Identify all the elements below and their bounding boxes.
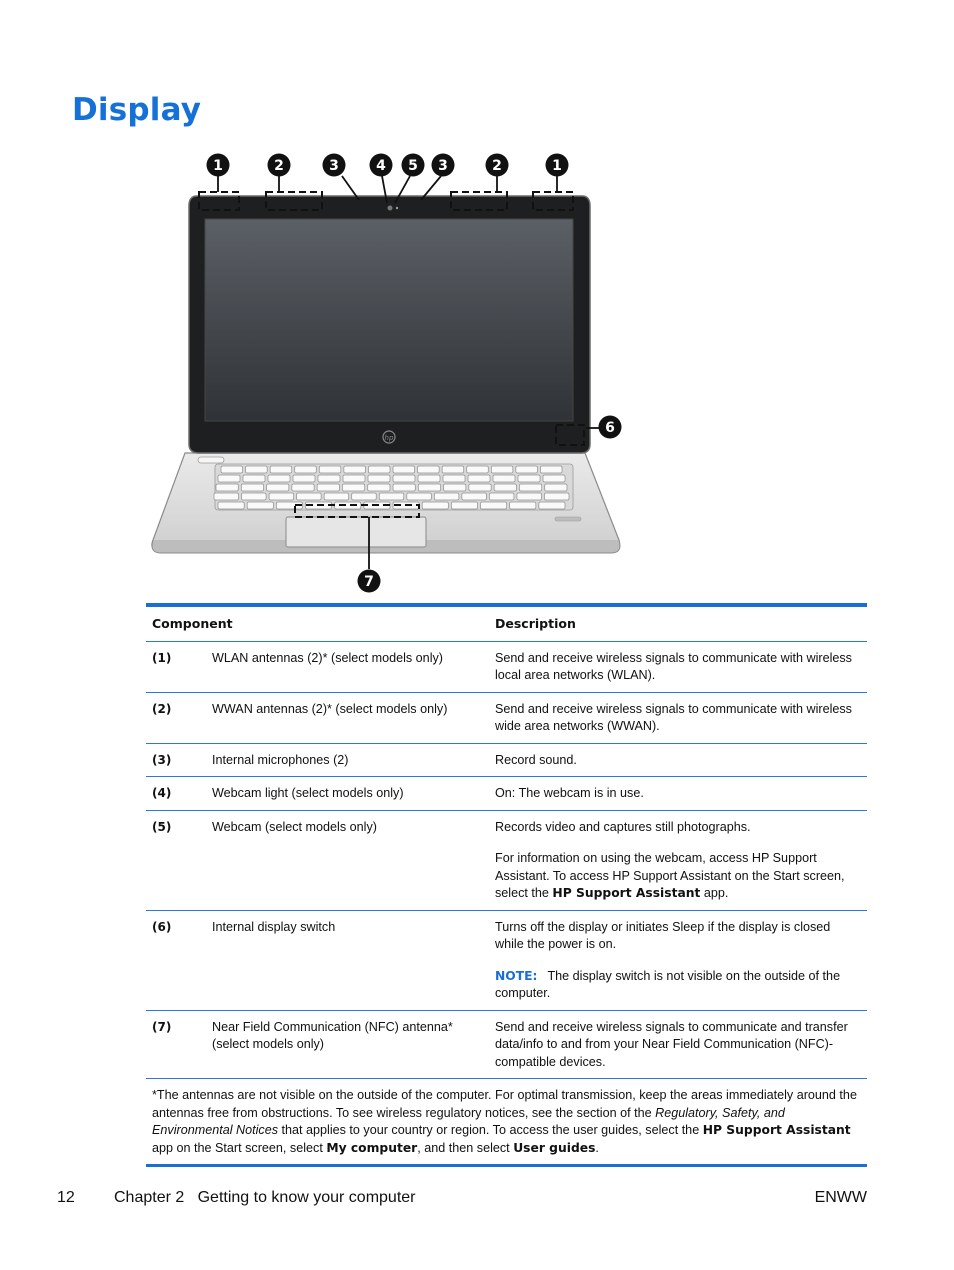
row-component: Webcam light (select models only) (212, 786, 404, 800)
row-component: Internal microphones (2) (212, 752, 349, 767)
keyboard-key (516, 466, 538, 473)
row-description (489, 743, 867, 777)
keyboard-key (318, 475, 340, 482)
touchpad (286, 517, 426, 547)
keyboard-key (418, 466, 440, 473)
svg-text:4: 4 (376, 158, 386, 174)
svg-text:2: 2 (274, 158, 284, 174)
keyboard-key (368, 475, 390, 482)
keyboard-key (343, 475, 365, 482)
row-component: Webcam (select models only) (212, 819, 377, 834)
row-description (489, 777, 867, 811)
keyboard-key (481, 502, 507, 509)
callout-5 (402, 154, 425, 177)
keyboard-key (494, 484, 516, 491)
row-number: (3) (152, 752, 172, 767)
note-label: NOTE: (495, 968, 538, 983)
laptop-display-figure (145, 148, 635, 598)
text-run: *The antennas are not visible on the outside of the computer. For optimal transmission, keep the areas immediately around the antennas free from obstructions. To see wireless regulatory notices, see the section of the (152, 1088, 857, 1120)
description-text: Send and receive wireless signals to communicate with wireless local area networks (WLAN). (495, 650, 852, 682)
keyboard-key (352, 493, 377, 500)
keyboard-key (292, 484, 314, 491)
description-text: On: The webcam is in use. (495, 786, 644, 800)
keyboard-key (393, 484, 415, 491)
svg-text:1: 1 (213, 158, 223, 174)
keyboard-key (543, 475, 565, 482)
chapter-title: Chapter 2 Getting to know your computer (114, 1189, 416, 1206)
keyboard-key (267, 484, 289, 491)
row-component: WLAN antennas (2)* (select models only) (212, 650, 443, 665)
keyboard-key (491, 466, 513, 473)
row-number: (5) (152, 819, 172, 834)
keyboard-key (517, 493, 542, 500)
keyboard-key (269, 493, 294, 500)
row-number: (6) (152, 919, 172, 934)
keyboard-key (393, 466, 415, 473)
row-component: Internal display switch (212, 919, 336, 934)
callout-7 (358, 570, 381, 593)
display-screen (205, 219, 573, 421)
callout-3-left (323, 154, 346, 177)
note-text: The display switch is not visible on the outside of the computer. (495, 968, 841, 1000)
keyboard-key (221, 466, 243, 473)
text-run: , and then select (417, 1140, 514, 1155)
keyboard-key (293, 475, 315, 482)
description-text: Send and receive wireless signals to communicate with wireless wide area networks (WWAN). (495, 701, 852, 733)
keyboard-key (442, 466, 464, 473)
keyboard-key (462, 493, 487, 500)
row-description (489, 910, 867, 1010)
description-text: Record sound. (495, 752, 577, 767)
row-component: Near Field Communication (NFC) antenna* (select models only) (212, 1019, 453, 1051)
text-run: app on the Start screen, select (152, 1140, 327, 1155)
keyboard-key (247, 502, 273, 509)
svg-text:hp: hp (384, 434, 394, 442)
keyboard-key (214, 493, 239, 500)
laptop-illustration (145, 148, 635, 598)
keyboard-key (241, 484, 263, 491)
italic-text-run: Regulatory, Safety, and Environmental Notices (152, 1105, 785, 1137)
callout-2-right (486, 154, 509, 177)
table-footnote-row (146, 1079, 867, 1166)
keyboard-key (319, 466, 341, 473)
keyboard-key (434, 493, 459, 500)
row-description (489, 641, 867, 692)
callout-3-right (432, 154, 455, 177)
svg-text:3: 3 (438, 158, 448, 174)
description-text: Send and receive wireless signals to communicate and transfer data/info to and from your Near Field Communication (NFC)-compatible devices. (495, 1019, 848, 1069)
bold-text-run: HP Support Assistant (552, 886, 701, 900)
row-description (489, 1010, 867, 1079)
table-row (146, 743, 867, 777)
keyboard-key (407, 493, 432, 500)
row-component: WWAN antennas (2)* (select models only) (212, 701, 448, 716)
keyboard-key (393, 475, 415, 482)
keyboard-key (519, 484, 541, 491)
keyboard-key (418, 484, 440, 491)
keyboard-key (467, 466, 489, 473)
svg-text:1: 1 (552, 158, 562, 174)
text-run: app. (700, 886, 729, 900)
table-footnote (146, 1079, 867, 1166)
keyboard-key (418, 475, 440, 482)
bold-text-run: HP Support Assistant (702, 1123, 851, 1137)
svg-text:2: 2 (492, 158, 502, 174)
keyboard-key (468, 475, 490, 482)
keyboard-key (469, 484, 491, 491)
keyboard-key (344, 466, 366, 473)
row-description (489, 810, 867, 910)
text-run: For information on using the webcam, access HP Support Assistant. To access HP Support Assistant on the Start screen, select the (495, 851, 845, 900)
row-number: (1) (152, 650, 172, 665)
callout-6 (599, 416, 622, 439)
description-text-webcam-info (495, 850, 861, 903)
page-number: 12 (57, 1189, 75, 1206)
locale-code: ENWW (814, 1189, 867, 1206)
keyboard-key (324, 493, 349, 500)
component-table (146, 603, 867, 1167)
callout-1-left (207, 154, 230, 177)
keyboard-key (379, 493, 404, 500)
text-run: . (595, 1140, 599, 1155)
table-row (146, 1010, 867, 1079)
bold-text-run: My computer (326, 1140, 418, 1155)
row-number: (4) (152, 786, 172, 800)
description-text: Records video and captures still photographs. (495, 819, 751, 834)
keyboard-key (444, 484, 466, 491)
keyboard-key (422, 502, 448, 509)
row-description (489, 692, 867, 743)
text-run: that applies to your country or region. To access the user guides, select the (278, 1123, 703, 1137)
keyboard-key (540, 466, 562, 473)
table-row (146, 692, 867, 743)
svg-text:5: 5 (408, 158, 418, 174)
table-row (146, 641, 867, 692)
table-row (146, 777, 867, 811)
keyboard-key (368, 484, 390, 491)
description-text: Turns off the display or initiates Sleep if the display is closed while the power is on. (495, 919, 831, 951)
table-row (146, 910, 867, 1010)
keyboard-key (342, 484, 364, 491)
svg-text:7: 7 (364, 574, 374, 590)
keyboard-key (539, 502, 565, 509)
page-title: Display (72, 92, 202, 128)
table-row (146, 810, 867, 910)
keyboard-key (489, 493, 514, 500)
svg-text:6: 6 (605, 420, 615, 436)
table-header-row (146, 605, 867, 641)
callout-1-right (546, 154, 569, 177)
keyboard-key (451, 502, 477, 509)
keyboard-key (218, 475, 240, 482)
keyboard-key (246, 466, 268, 473)
keyboard-key (317, 484, 339, 491)
keyboard-key (297, 493, 322, 500)
callout-4 (370, 154, 393, 177)
keyboard-key (510, 502, 536, 509)
keyboard-key (295, 466, 317, 473)
column-header-description: Description (495, 616, 576, 631)
keyboard-key (216, 484, 238, 491)
row-number: (7) (152, 1019, 172, 1034)
keyboard-key (268, 475, 290, 482)
bold-text-run: User guides (513, 1140, 596, 1155)
keyboard-key (493, 475, 515, 482)
keyboard-key (443, 475, 465, 482)
keyboard-key (518, 475, 540, 482)
keyboard-key (242, 493, 267, 500)
keyboard-key (270, 466, 292, 473)
row-number: (2) (152, 701, 172, 716)
webcam-lens (388, 206, 393, 211)
keyboard-key (544, 493, 569, 500)
keyboard-key (545, 484, 567, 491)
svg-text:3: 3 (329, 158, 339, 174)
keyboard-key (218, 502, 244, 509)
column-header-component: Component (152, 616, 233, 631)
keyboard-key (243, 475, 265, 482)
note (495, 968, 861, 1003)
keyboard-key (368, 466, 390, 473)
callout-2-left (268, 154, 291, 177)
page-footer (57, 1189, 867, 1211)
